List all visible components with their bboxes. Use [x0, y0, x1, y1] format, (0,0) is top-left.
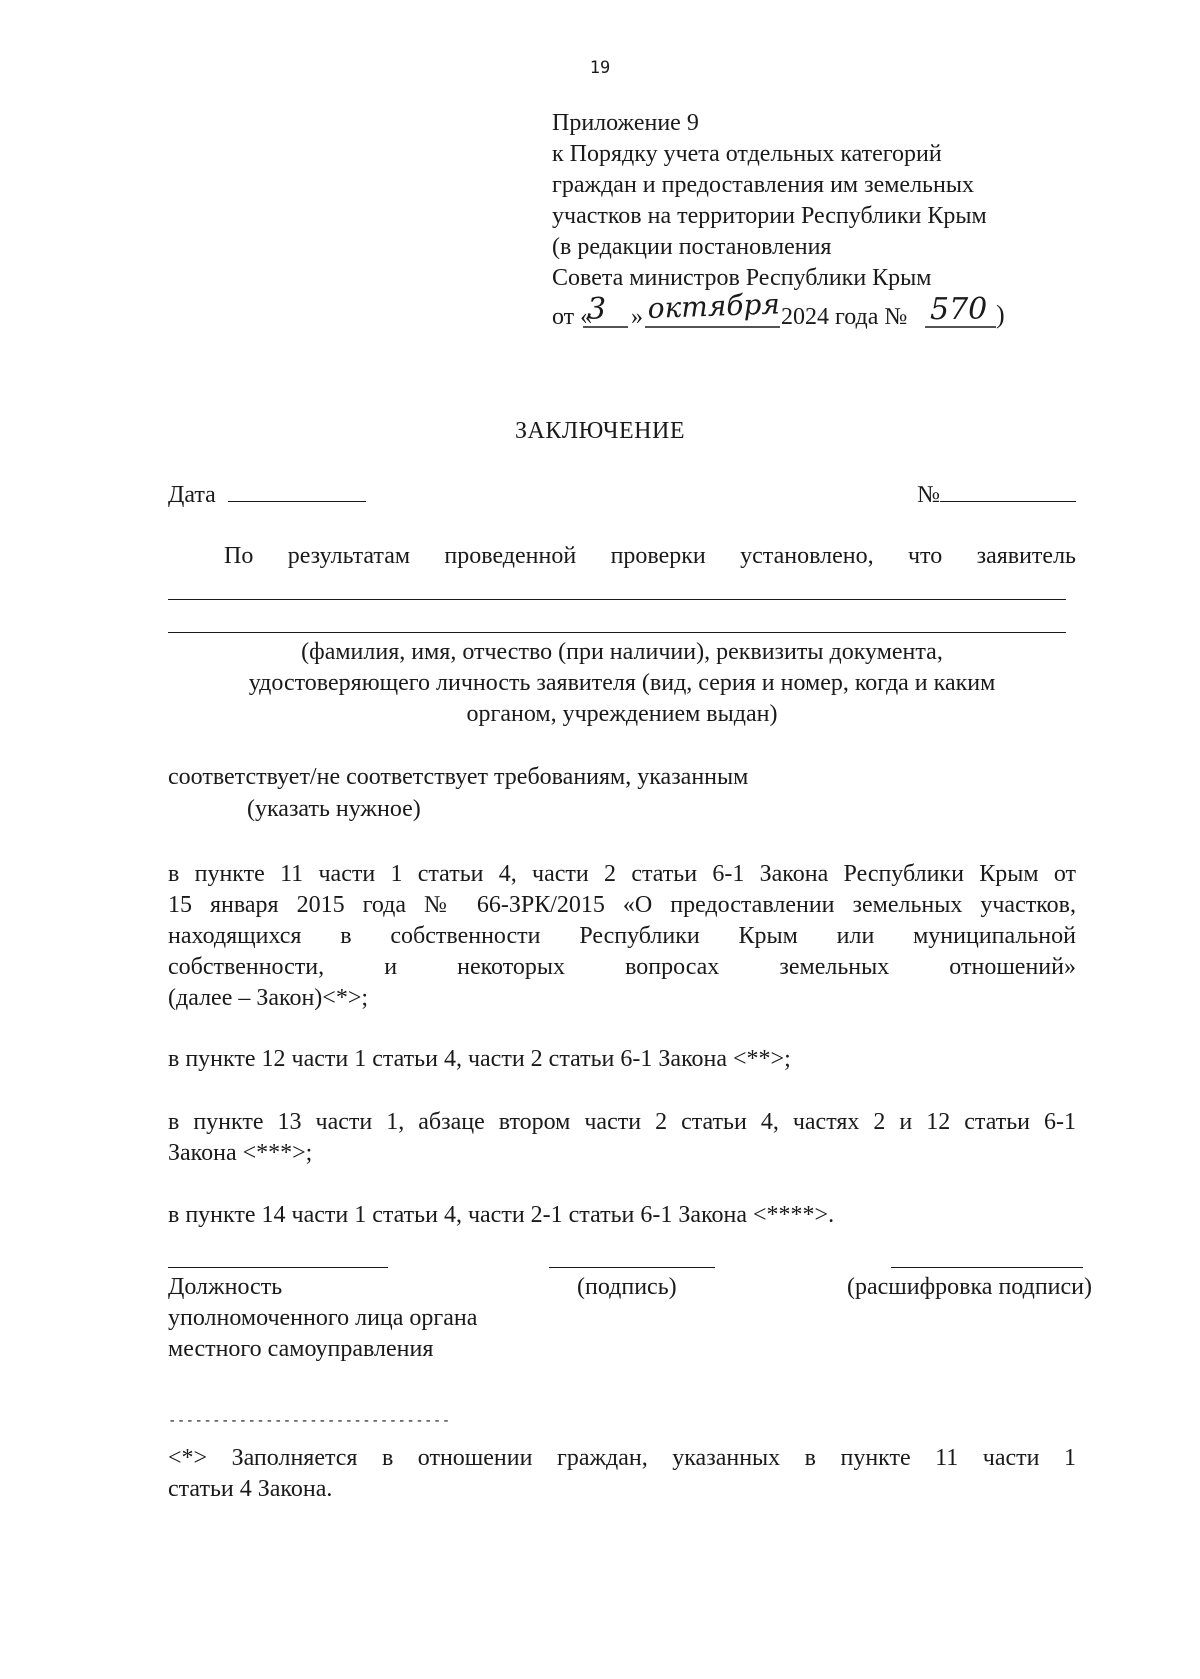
date-year: 2024 года № [781, 304, 908, 330]
appendix-line: к Порядку учета отдельных категорий [552, 141, 942, 167]
footnote [168, 1443, 1076, 1505]
closing-paren: ) [996, 300, 1005, 329]
signature-line [549, 1267, 715, 1268]
p13-line: в пункте 13 части 1, абзаце втором части 2 статьи 4, частях 2 и 12 статьи 6-1 [168, 1109, 1076, 1135]
decoding-caption: (расшифровка подписи) [847, 1274, 1092, 1300]
number-blank [940, 479, 1076, 502]
handwritten-month: октября [647, 287, 781, 325]
date-number-row [168, 479, 1076, 509]
note-line: удостоверяющего личность заявителя (вид, серия и номер, когда и каким [248, 670, 996, 696]
item-p13 [168, 1107, 1076, 1169]
note-line: (фамилия, имя, отчество (при наличии), реквизиты документа, [301, 639, 943, 665]
compliance-text: соответствует/не соответствует требованиям, указанным [168, 764, 749, 790]
page-number: 19 [589, 58, 611, 78]
footnote-line: <*> Заполняется в отношении граждан, указанных в пункте 11 части 1 [168, 1445, 1076, 1471]
footnote-separator: -------------------------------- [168, 1413, 451, 1429]
position-line-text: уполномоченного лица органа [168, 1305, 478, 1331]
p11-line: находящихся в собственности Республики Крым или муниципальной [168, 923, 1076, 949]
date-quote: » [631, 304, 643, 330]
p11-line: в пункте 11 части 1 статьи 4, части 2 статьи 6-1 Закона Республики Крым от [168, 861, 1076, 887]
p11-line: (далее – Закон)<*>; [168, 985, 369, 1011]
applicant-note [168, 637, 1076, 730]
document-title: ЗАКЛЮЧЕНИЕ [515, 418, 685, 444]
signature-caption: (подпись) [577, 1274, 677, 1300]
date-blank [228, 479, 366, 502]
appendix-line: (в редакции постановления [552, 234, 832, 260]
item-p11 [168, 859, 1076, 1014]
handwritten-number: 570 [930, 292, 988, 327]
applicant-blank-line [168, 632, 1066, 633]
date-field [168, 479, 366, 509]
appendix-line: граждан и предоставления им земельных [552, 172, 974, 198]
p13-line: Закона <***>; [168, 1140, 313, 1166]
position-line-text: Должность [168, 1274, 283, 1300]
number-field [917, 479, 1076, 509]
p11-line: собственности, и некоторых вопросах земельных отношений» [168, 954, 1076, 980]
appendix-line: Совета министров Республики Крым [552, 265, 932, 291]
appendix-line: Приложение 9 [552, 110, 699, 136]
applicant-blank-line [168, 599, 1066, 600]
date-prefix: от « [552, 304, 593, 330]
handwritten-day: 3 [587, 292, 607, 327]
date-label: Дата [168, 482, 216, 508]
compliance-hint: (указать нужное) [247, 796, 421, 822]
item-p12: в пункте 12 части 1 статьи 4, части 2 статьи 6-1 Закона <**>; [168, 1046, 791, 1072]
position-line-text: местного самоуправления [168, 1336, 434, 1362]
note-line: органом, учреждением выдан) [466, 701, 778, 727]
number-label: № [917, 482, 940, 508]
intro-paragraph: По результатам проведенной проверки установлено, что заявитель [224, 543, 1076, 569]
decoding-line [891, 1267, 1083, 1268]
p11-line: 15 января 2015 года № 66-ЗРК/2015 «О предоставлении земельных участков, [168, 892, 1076, 918]
item-p14: в пункте 14 части 1 статьи 4, части 2-1 статьи 6-1 Закона <****>. [168, 1202, 835, 1228]
position-line [168, 1267, 388, 1268]
appendix-line: участков на территории Республики Крым [552, 203, 987, 229]
position-caption [168, 1272, 477, 1365]
footnote-line: статьи 4 Закона. [168, 1476, 333, 1502]
